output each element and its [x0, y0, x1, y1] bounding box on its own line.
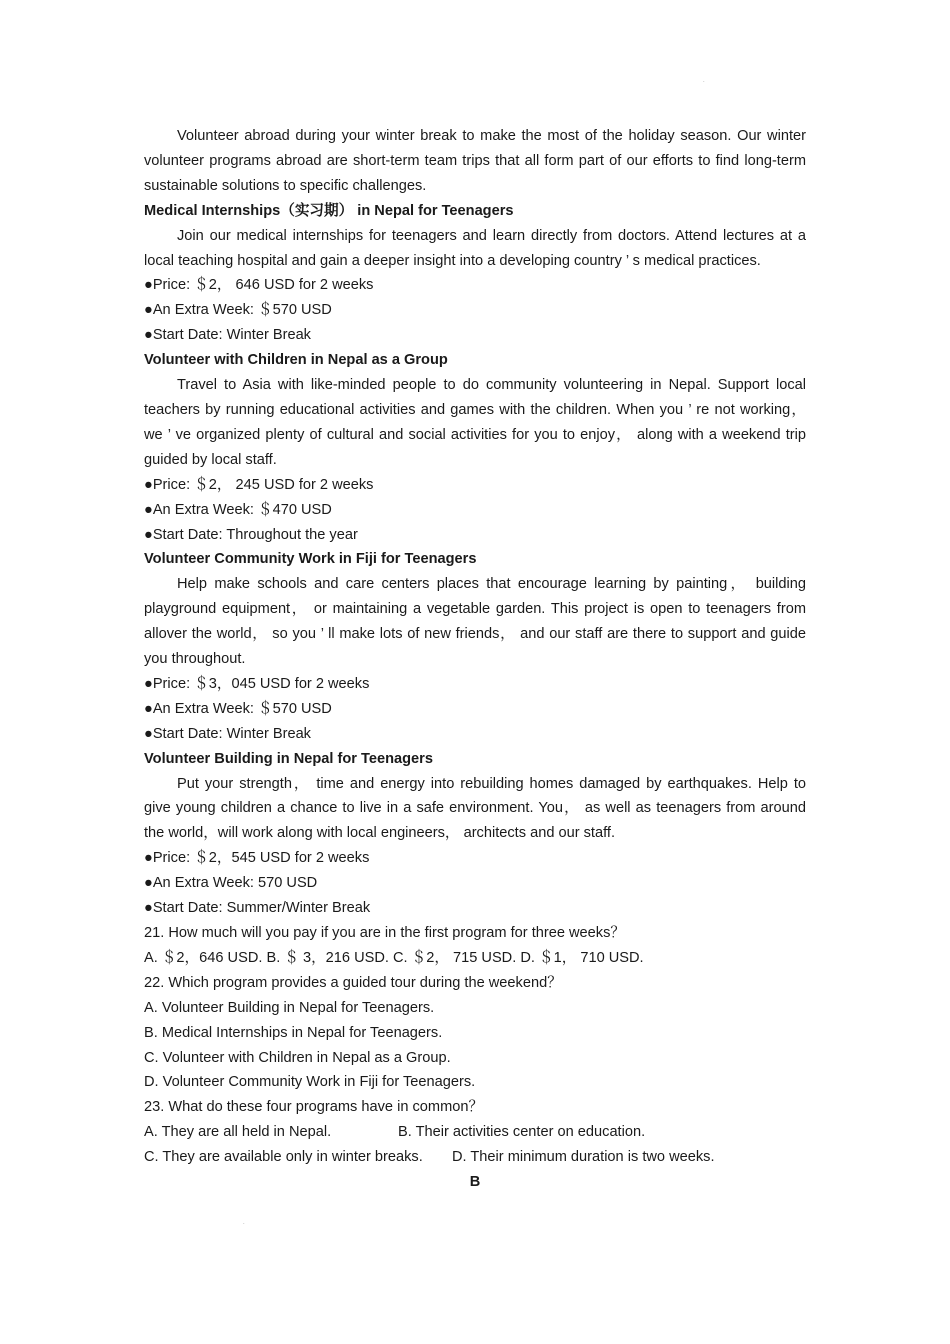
program-title: Volunteer Community Work in Fiji for Teenagers	[144, 551, 477, 568]
program-start-date: ● Start Date: Winter Break	[144, 323, 806, 348]
program-start-date: ● Start Date: Throughout the year	[144, 523, 806, 548]
program-price: ● Price: ＄2，545 USD for 2 weeks	[144, 846, 806, 871]
question-23-options-row-1	[144, 1120, 806, 1145]
program-start-date: ● Start Date: Summer/Winter Break	[144, 896, 806, 921]
program-description: Put your strength， time and energy into rebuilding homes damaged by earthquakes. Help to give young children a chance to live in a safe environment. You， as well as teenagers from around the world，will work along with local engineers， architects and our staff.	[144, 775, 806, 842]
program-title: Medical Internships（实习期） in Nepal for Teenagers	[144, 202, 514, 219]
program-price: ● Price: ＄3，045 USD for 2 weeks	[144, 672, 806, 697]
question-23-option-a: A. They are all held in Nepal.	[144, 1124, 332, 1141]
question-22-option-c: C. Volunteer with Children in Nepal as a Group.	[144, 1049, 451, 1066]
program-extra-week: ● An Extra Week: ＄570 USD	[144, 298, 806, 323]
question-22: 22. Which program provides a guided tour during the weekend？	[144, 974, 562, 991]
program-price: ● Price: ＄2， 245 USD for 2 weeks	[144, 473, 806, 498]
question-23-option-c: C. They are available only in winter breaks.	[144, 1149, 423, 1166]
question-22-option-b: B. Medical Internships in Nepal for Teenagers.	[144, 1024, 443, 1041]
scan-dot: .	[703, 78, 705, 84]
program-price: ● Price: ＄2， 646 USD for 2 weeks	[144, 273, 806, 298]
scan-dot: .	[243, 1220, 245, 1226]
question-23-option-b: B. Their activities center on education.	[398, 1124, 646, 1141]
question-21-options: A. ＄2，646 USD. B. ＄ 3，216 USD. C. ＄2， 715 USD. D. ＄1， 710 USD.	[144, 949, 644, 966]
program-title: Volunteer with Children in Nepal as a Group	[144, 352, 448, 369]
program-description: Join our medical internships for teenagers and learn directly from doctors. Attend lectures at a local teaching hospital and gain a deeper insight into a developing country ’ s medical practices.	[144, 227, 806, 269]
program-description: Help make schools and care centers places that encourage learning by painting， building playground equipment， or maintaining a vegetable garden. This project is open to teenagers from allover the world， so you ’ ll make lots of new friends， and our staff are there to support and guide you throughout.	[144, 576, 806, 668]
program-extra-week: ● An Extra Week: ＄470 USD	[144, 498, 806, 523]
program-title: Volunteer Building in Nepal for Teenagers	[144, 750, 433, 767]
program-start-date: ● Start Date: Winter Break	[144, 722, 806, 747]
program-extra-week: ● An Extra Week: 570 USD	[144, 871, 806, 896]
question-21: 21. How much will you pay if you are in the first program for three weeks？	[144, 925, 625, 941]
question-22-option-a: A. Volunteer Building in Nepal for Teenagers.	[144, 999, 435, 1016]
question-22-option-d: D. Volunteer Community Work in Fiji for Teenagers.	[144, 1074, 476, 1091]
document-body	[144, 124, 806, 1195]
question-23-option-d: D. Their minimum duration is two weeks.	[452, 1149, 715, 1166]
program-extra-week: ● An Extra Week: ＄570 USD	[144, 697, 806, 722]
section-label: B	[469, 1174, 481, 1191]
question-23: 23. What do these four programs have in common？	[144, 1099, 484, 1116]
program-description: Travel to Asia with like-minded people to do community volunteering in Nepal. Support local teachers by running educational activities and games with the children. When you ’ re not working， we ’ ve organized plenty of cultural and social activities for you to enjoy， along with a weekend trip guided by local staff.	[144, 377, 806, 468]
intro-paragraph: Volunteer abroad during your winter break to make the most of the holiday season. Our winter volunteer programs abroad are short-term team trips that all form part of our efforts to find long-term sustainable solutions to specific challenges.	[144, 128, 806, 194]
question-23-options-row-2	[144, 1145, 806, 1170]
